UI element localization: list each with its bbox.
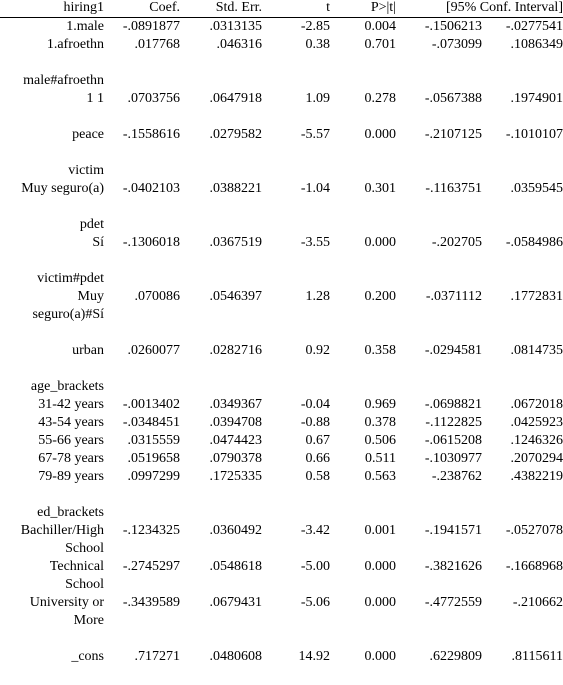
spacer-row [0, 144, 563, 162]
t-cell: 14.92 [298, 649, 330, 664]
p-value-cell: 0.004 [364, 19, 396, 34]
spacer-row [0, 324, 563, 342]
group-label: ed_brackets [37, 505, 104, 520]
ci-low-cell: -.0294581 [424, 343, 482, 358]
coef-cell: -.0891877 [122, 19, 180, 34]
group-header-row [0, 72, 563, 90]
table-row [0, 414, 563, 432]
table-row [0, 36, 563, 54]
p-value-cell: 0.701 [364, 37, 396, 52]
ci-low-cell: -.1941571 [424, 523, 482, 538]
std-err-cell: .0480608 [209, 649, 262, 664]
spacer-cell [0, 360, 563, 378]
table-body [0, 18, 563, 667]
spacer-cell [0, 144, 563, 162]
coef-cell: -.1234325 [122, 523, 180, 538]
spacer-cell [0, 252, 563, 270]
spacer-row [0, 360, 563, 378]
spacer-cell [0, 198, 563, 216]
group-header-row [0, 270, 563, 288]
p-value-cell: 0.000 [364, 559, 396, 574]
row-label-line: Technical [49, 559, 104, 574]
std-err-cell: .0474423 [209, 433, 262, 448]
t-cell: -0.88 [300, 415, 330, 430]
row-label: 1.male [66, 19, 104, 34]
row-label-line: Bachiller/High [20, 523, 104, 538]
ci-low-cell: -.4772559 [424, 595, 482, 610]
row-label [0, 594, 104, 630]
ci-low-cell: -.1163751 [425, 181, 482, 196]
t-cell: 1.28 [305, 289, 330, 304]
row-label-line: University or [29, 595, 104, 610]
coef-cell: -.3439589 [122, 595, 180, 610]
ci-low-cell: -.073099 [431, 37, 482, 52]
row-label-line: School [65, 577, 104, 592]
std-err-cell: .0279582 [209, 127, 262, 142]
table-row [0, 594, 563, 630]
spacer-cell [0, 54, 563, 72]
std-err-cell: .1725335 [209, 469, 262, 484]
t-cell: -2.85 [300, 19, 330, 34]
t-cell: -3.42 [300, 523, 330, 538]
row-label [0, 522, 104, 558]
std-err-cell: .0548618 [209, 559, 262, 574]
p-value-cell: 0.378 [364, 415, 396, 430]
ci-high-cell: .0425923 [510, 415, 563, 430]
p-value-cell: 0.001 [364, 523, 396, 538]
row-label: 79-89 years [38, 469, 104, 484]
ci-high-cell: -.1010107 [505, 127, 563, 142]
row-label: 1.afroethn [46, 37, 104, 52]
ci-low-cell: -.202705 [431, 235, 482, 250]
spacer-cell [0, 108, 563, 126]
row-label: peace [72, 127, 104, 142]
p-value-cell: 0.511 [365, 451, 396, 466]
table-row [0, 432, 563, 450]
ci-high-cell: .1974901 [510, 91, 563, 106]
ci-low-cell: -.1122825 [425, 415, 482, 430]
std-err-cell: .0282716 [209, 343, 262, 358]
row-label: 1 1 [86, 91, 104, 106]
p-value-cell: 0.000 [364, 595, 396, 610]
ci-low-cell: .6229809 [429, 649, 482, 664]
std-err-cell: .0388221 [209, 181, 262, 196]
p-value-cell: 0.969 [364, 397, 396, 412]
coef-cell: .717271 [134, 649, 180, 664]
t-cell: -3.55 [300, 235, 330, 250]
header-std-err: Std. Err. [180, 0, 262, 18]
table-row [0, 18, 563, 37]
std-err-cell: .0349367 [209, 397, 262, 412]
spacer-row [0, 108, 563, 126]
table-row [0, 396, 563, 414]
row-label-line: seguro(a)#Sí [32, 307, 104, 322]
ci-low-cell: -.0371112 [425, 289, 482, 304]
row-label: 67-78 years [38, 451, 104, 466]
p-value-cell: 0.000 [364, 649, 396, 664]
std-err-cell: .0647918 [209, 91, 262, 106]
coef-cell: .017768 [134, 37, 180, 52]
std-err-cell: .0367519 [209, 235, 262, 250]
group-header-row [0, 216, 563, 234]
ci-low-cell: -.238762 [431, 469, 482, 484]
ci-high-cell: .1772831 [510, 289, 563, 304]
table-row [0, 558, 563, 594]
table-row [0, 90, 563, 108]
ci-low-cell: -.0615208 [424, 433, 482, 448]
table-row [0, 342, 563, 360]
p-value-cell: 0.506 [364, 433, 396, 448]
p-value-cell: 0.358 [364, 343, 396, 358]
ci-low-cell: -.2107125 [424, 127, 482, 142]
std-err-cell: .046316 [216, 37, 262, 52]
header-conf-interval: [95% Conf. Interval] [396, 0, 563, 18]
ci-low-cell: -.0698821 [424, 397, 482, 412]
coef-cell: -.2745297 [122, 559, 180, 574]
group-label: age_brackets [30, 379, 104, 394]
t-cell: 0.92 [305, 343, 330, 358]
table-row [0, 450, 563, 468]
row-label: 31-42 years [38, 397, 104, 412]
row-label: urban [72, 343, 104, 358]
empty-cell [104, 72, 563, 90]
std-err-cell: .0679431 [209, 595, 262, 610]
std-err-cell: .0313135 [209, 19, 262, 34]
table-header [0, 0, 563, 18]
ci-low-cell: -.1506213 [424, 19, 482, 34]
header-coef: Coef. [104, 0, 180, 18]
p-value-cell: 0.000 [364, 127, 396, 142]
coef-cell: -.0348451 [122, 415, 180, 430]
ci-high-cell: .8115611 [511, 649, 563, 664]
row-label: Muy seguro(a) [21, 181, 104, 196]
header-p-value: P>|t| [330, 0, 396, 18]
group-label: victim#pdet [37, 271, 104, 286]
group-header-row [0, 378, 563, 396]
t-cell: -5.00 [300, 559, 330, 574]
table-row [0, 648, 563, 666]
coef-cell: .0315559 [127, 433, 180, 448]
group-header-row [0, 162, 563, 180]
group-label: victim [68, 163, 104, 178]
group-label: pdet [79, 217, 104, 232]
t-cell: -5.57 [300, 127, 330, 142]
row-label-line: School [65, 541, 104, 556]
spacer-cell [0, 486, 563, 504]
table-row [0, 180, 563, 198]
t-cell: -1.04 [300, 181, 330, 196]
coef-cell: -.0402103 [122, 181, 180, 196]
group-header-row [0, 504, 563, 522]
ci-high-cell: .0359545 [510, 181, 563, 196]
spacer-row [0, 198, 563, 216]
row-label: _cons [71, 649, 104, 664]
ci-high-cell: .1246326 [510, 433, 563, 448]
ci-low-cell: -.1030977 [424, 451, 482, 466]
p-value-cell: 0.301 [364, 181, 396, 196]
row-label [0, 558, 104, 594]
ci-high-cell: -.210662 [512, 595, 563, 610]
ci-high-cell: .4382219 [510, 469, 563, 484]
coef-cell: .0260077 [127, 343, 180, 358]
p-value-cell: 0.278 [364, 91, 396, 106]
table-row [0, 468, 563, 486]
ci-high-cell: -.0584986 [505, 235, 563, 250]
std-err-cell: .0360492 [209, 523, 262, 538]
spacer-cell [0, 630, 563, 648]
coef-cell: .0519658 [127, 451, 180, 466]
empty-cell [104, 504, 563, 522]
t-cell: 1.09 [305, 91, 330, 106]
std-err-cell: .0394708 [209, 415, 262, 430]
ci-high-cell: .1086349 [510, 37, 563, 52]
ci-high-cell: -.0277541 [505, 19, 563, 34]
row-label-line: Muy [77, 289, 104, 304]
t-cell: 0.58 [305, 469, 330, 484]
p-value-cell: 0.563 [364, 469, 396, 484]
t-cell: -0.04 [300, 397, 330, 412]
spacer-row [0, 630, 563, 648]
p-value-cell: 0.000 [364, 235, 396, 250]
spacer-cell [0, 324, 563, 342]
ci-high-cell: .0814735 [510, 343, 563, 358]
ci-high-cell: -.0527078 [505, 523, 563, 538]
ci-low-cell: -.3821626 [424, 559, 482, 574]
table-row [0, 126, 563, 144]
spacer-row [0, 252, 563, 270]
row-label: 43-54 years [38, 415, 104, 430]
empty-cell [104, 378, 563, 396]
ci-high-cell: .2070294 [510, 451, 563, 466]
coef-cell: .070086 [134, 289, 180, 304]
ci-high-cell: .0672018 [510, 397, 563, 412]
row-label-line: More [73, 613, 104, 628]
t-cell: -5.06 [300, 595, 330, 610]
coef-cell: -.1306018 [122, 235, 180, 250]
std-err-cell: .0790378 [209, 451, 262, 466]
t-cell: 0.67 [305, 433, 330, 448]
group-label: male#afroethn [23, 73, 104, 88]
table-row [0, 522, 563, 558]
coef-cell: .0703756 [127, 91, 180, 106]
spacer-row [0, 486, 563, 504]
empty-cell [104, 162, 563, 180]
spacer-row [0, 54, 563, 72]
header-t: t [262, 0, 330, 18]
header-variable: hiring1 [0, 0, 104, 18]
row-label: 55-66 years [38, 433, 104, 448]
ci-low-cell: -.0567388 [424, 91, 482, 106]
empty-cell [104, 270, 563, 288]
coef-cell: -.0013402 [122, 397, 180, 412]
empty-cell [104, 216, 563, 234]
coef-cell: .0997299 [127, 469, 180, 484]
p-value-cell: 0.200 [364, 289, 396, 304]
row-label [0, 288, 104, 324]
table-row [0, 288, 563, 324]
t-cell: 0.66 [305, 451, 330, 466]
ci-high-cell: -.1668968 [505, 559, 563, 574]
table-row [0, 234, 563, 252]
t-cell: 0.38 [305, 37, 330, 52]
coef-cell: -.1558616 [122, 127, 180, 142]
std-err-cell: .0546397 [209, 289, 262, 304]
row-label: Sí [92, 235, 104, 250]
